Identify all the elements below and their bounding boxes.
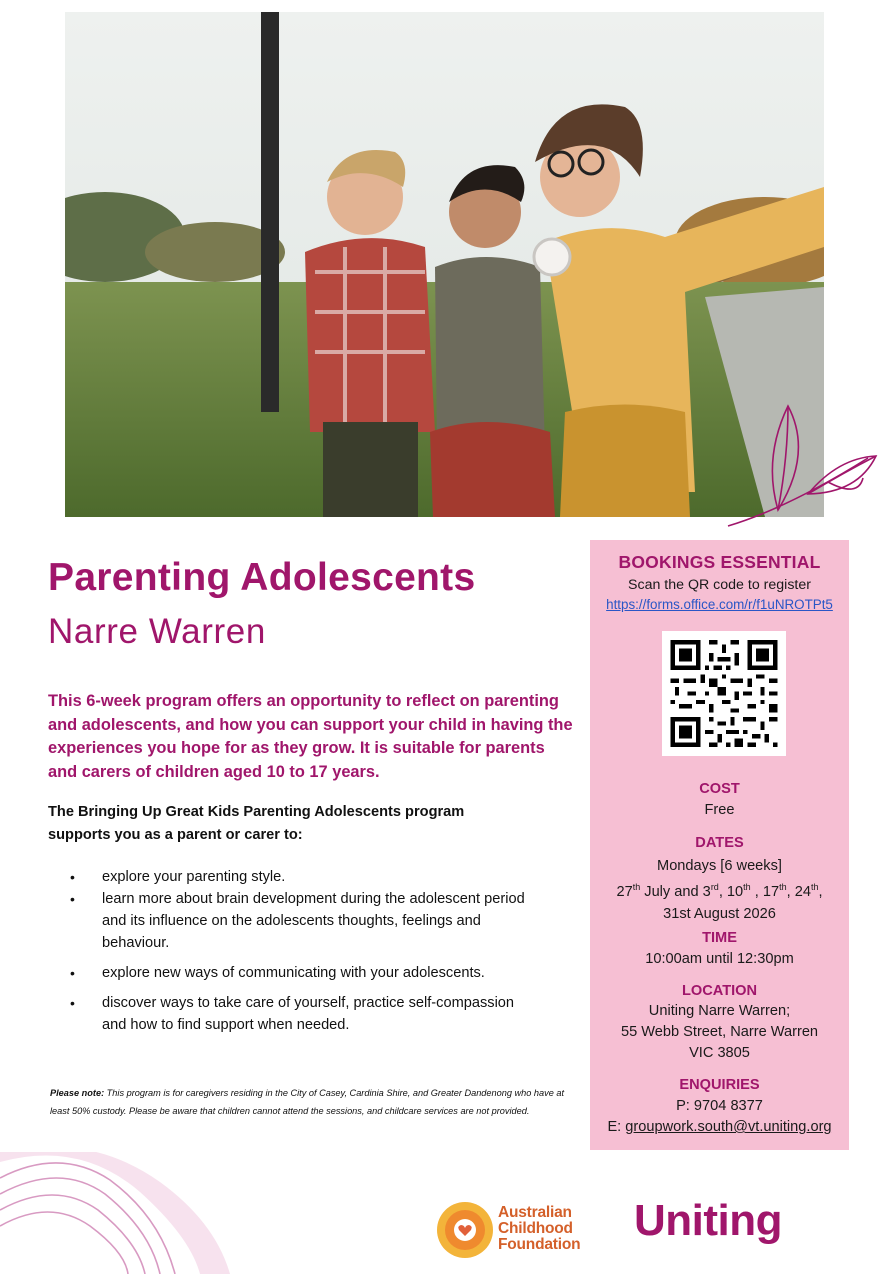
intro-paragraph: This 6-week program offers an opportunity to reflect on parenting and adolescents, and how you can support your child in having the experiences you hope for as they grow. It is suitable for parents and carers of children aged 10 to 17 years. xyxy=(48,692,573,781)
acf-sun-icon xyxy=(436,1201,494,1259)
time-value: 10:00am until 12:30pm xyxy=(645,951,794,967)
enquiries-phone: P: 9704 8377 xyxy=(676,1098,763,1114)
enquiries-heading: ENQUIRIES xyxy=(679,1077,760,1093)
location-heading: LOCATION xyxy=(681,983,758,999)
enquiries-email-row: E: groupwork.south@vt.uniting.org xyxy=(607,1119,832,1135)
cost-value: Free xyxy=(704,802,735,818)
cost-heading: COST xyxy=(699,781,740,797)
list-item: • discover ways to take care of yourself, practice self-compassion and how to find support when needed. xyxy=(70,992,540,1036)
location-line-1: Uniting Narre Warren; xyxy=(648,1003,791,1019)
please-note xyxy=(50,1085,580,1120)
dates-heading: DATES xyxy=(695,835,744,851)
dates-line-2: 27th July and 3rd, 10th , 17th, 24th, xyxy=(616,882,823,900)
bookings-panel xyxy=(590,540,849,1150)
location-line-2: 55 Webb Street, Narre Warren xyxy=(620,1024,819,1040)
uniting-logo: Uniting xyxy=(634,1196,783,1245)
list-item: • explore new ways of communicating with your adolescents. xyxy=(70,962,540,984)
swirl-decoration-icon xyxy=(0,1152,240,1274)
email-link[interactable]: groupwork.south@vt.uniting.org xyxy=(625,1119,832,1135)
scan-instruction: Scan the QR code to register xyxy=(628,577,811,593)
program-lead: The Bringing Up Great Kids Parenting Adolescents program supports you as a parent or carer to: xyxy=(48,804,465,843)
bookings-heading: BOOKINGS ESSENTIAL xyxy=(618,552,821,572)
registration-link[interactable]: https://forms.office.com/r/f1uNROTPt5 xyxy=(606,597,833,612)
acf-logo-text: Australian Childhood Foundation xyxy=(498,1204,581,1253)
list-item: • explore your parenting style. xyxy=(70,866,540,888)
qr-code-icon[interactable] xyxy=(662,631,786,756)
list-item: • learn more about brain development during the adolescent period and its influence on the adolescents thoughts, feelings and behaviour. xyxy=(70,888,540,954)
time-heading: TIME xyxy=(702,930,737,946)
page-title: Parenting Adolescents xyxy=(48,556,476,599)
note-label: Please note: xyxy=(50,1088,105,1098)
dates-line-1: Mondays [6 weeks] xyxy=(657,858,782,874)
hero-photo xyxy=(65,12,824,517)
note-text: This program is for caregivers residing in the City of Casey, Cardinia Shire, and Greater Dandenong who have at least 50% custody. Please be aware that children cannot attend the sessions, and childcare services are not provided. xyxy=(50,1088,565,1116)
page-subtitle: Narre Warren xyxy=(48,612,266,651)
teenagers-photo-icon xyxy=(65,12,824,517)
dates-line-3: 31st August 2026 xyxy=(663,906,776,922)
leaf-decoration-icon xyxy=(718,398,883,533)
acf-logo xyxy=(436,1201,596,1261)
location-line-3: VIC 3805 xyxy=(689,1045,750,1061)
benefits-list xyxy=(70,866,540,1036)
